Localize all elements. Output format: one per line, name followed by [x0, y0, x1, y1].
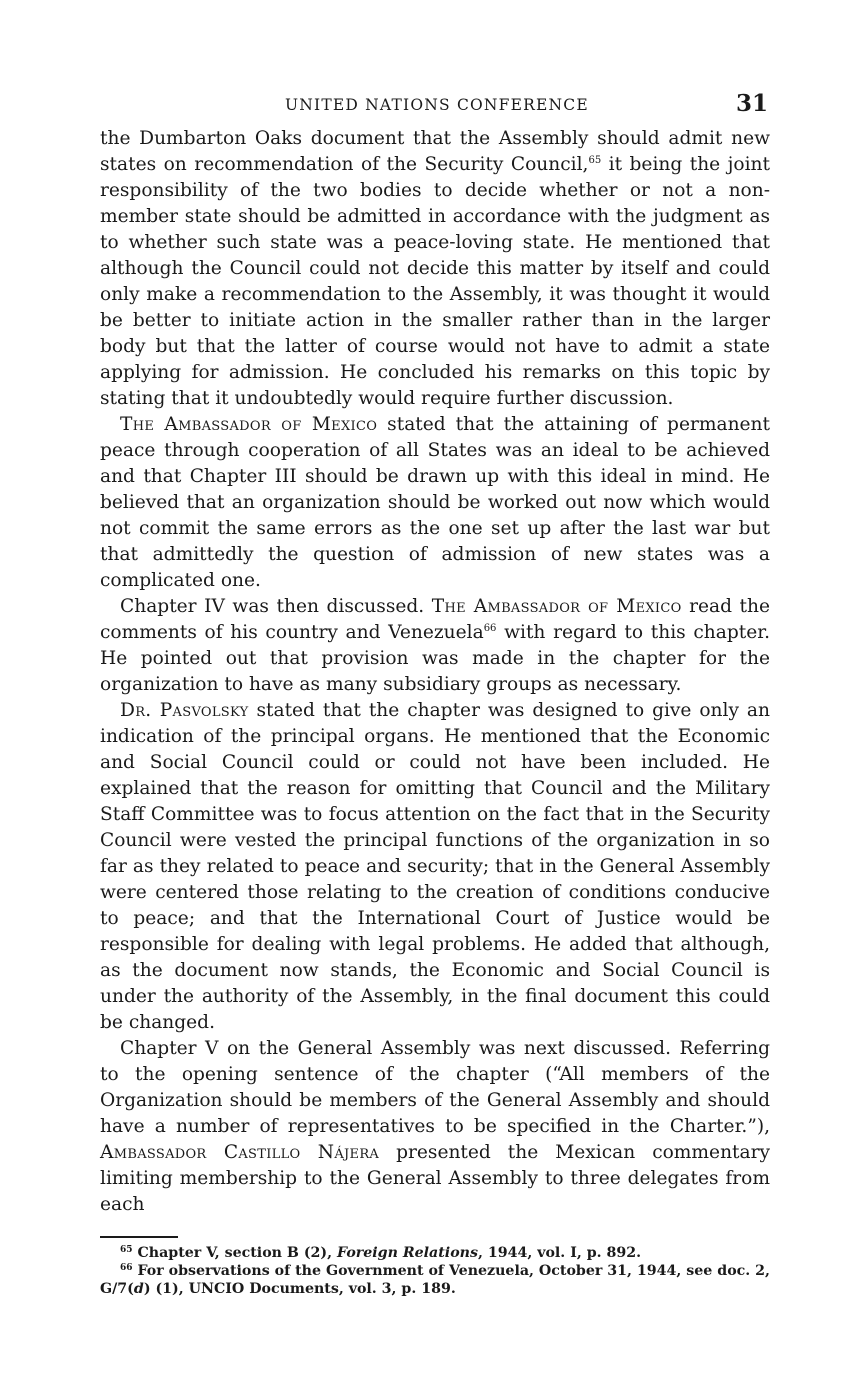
- footnote-65-italic: Foreign Relations: [337, 1245, 478, 1261]
- footnote-marker-66: 66: [120, 1263, 133, 1273]
- paragraph-3-text-after: with regard to this chapter. He pointed out that provision was made in the chapter for the organization to have as many subsidiary groups as necessary.: [100, 622, 770, 695]
- document-page: [100, 88, 770, 1298]
- paragraph-1-text-after: it being the joint responsibility of the two bodies to decide whether or not a non-member state should be admitted in accordance with the judgment as to whether such state was a peace-loving state. He mentioned that although the Council could not decide this matter by itself and could only make a recommendation to the Assembly, it was thought it would be better to initiate action in the smaller rather than in the larger body but that the latter of course would not have to admit a state applying for admission. He concluded his remarks on this topic by stating that it undoubtedly would require further discussion.: [100, 154, 770, 409]
- paragraph-5: [100, 1036, 770, 1218]
- paragraph-3-text-before: Chapter IV was then discussed.: [120, 596, 432, 617]
- paragraph-4: [100, 698, 770, 1036]
- paragraph-3: [100, 594, 770, 698]
- paragraph-5-text-before: Chapter V on the General Assembly was next discussed. Referring to the opening sentence of the chapter (“All members of the Organization should be members of the General Assembly and should have a number of representatives to be specified in the Charter.”),: [100, 1038, 770, 1137]
- paragraph-5-text-after: presented the Mexican commentary limiting membership to the General Assembly to three delegates from each: [100, 1142, 770, 1215]
- speaker-pasvolsky: Dr. Pasvolsky: [120, 700, 249, 721]
- paragraph-2: [100, 412, 770, 594]
- footnote-65-text: Chapter V, section B (2),: [137, 1245, 338, 1261]
- paragraph-1-text: the Dumbarton Oaks document that the Assembly should admit new states on recommendation of the Security Council,: [100, 128, 770, 175]
- paragraph-3-text-mid: read the comments of his country and Venezuela: [100, 596, 770, 643]
- footnote-65-text-after: , 1944, vol. I, p. 892.: [477, 1245, 642, 1261]
- speaker-ambassador-mexico: The Ambassador of Mexico: [120, 414, 378, 435]
- running-title: UNITED NATIONS CONFERENCE: [285, 96, 589, 114]
- running-header: [100, 88, 770, 126]
- footnote-65: [100, 1244, 770, 1262]
- footnote-66-italic: d: [133, 1281, 144, 1297]
- speaker-ambassador-mexico-2: The Ambassador of Mexico: [431, 596, 682, 617]
- footnote-66-text-after: ) (1), UNCIO Documents, vol. 3, p. 189.: [143, 1281, 456, 1297]
- paragraph-2-text: stated that the attaining of permanent peace through cooperation of all States was an ideal to be achieved and that Chapter III should be drawn up with this ideal in mind. He believed that an organization should be worked out now which would not commit the same errors as the one set up after the last war but that admittedly the question of admission of new states was a complicated one.: [100, 414, 770, 591]
- page-number: 31: [735, 90, 768, 117]
- paragraph-1: [100, 126, 770, 412]
- footnote-ref-66[interactable]: 66: [483, 623, 497, 634]
- body-text: [100, 126, 770, 1218]
- footnote-marker-65: 65: [120, 1245, 133, 1255]
- paragraph-4-text: stated that the chapter was designed to give only an indication of the principal organs. He mentioned that the Economic and Social Council could or could not have been included. He explained that the reason for omitting that Council and the Military Staff Committee was to focus attention on the fact that in the Security Council were vested the principal functions of the organization in so far as they related to peace and security; that in the General Assembly were centered those relating to the creation of conditions conducive to peace; and that the International Court of Justice would be responsible for dealing with legal problems. He added that although, as the document now stands, the Economic and Social Council is under the authority of the Assembly, in the final document this could be changed.: [100, 700, 770, 1033]
- footnote-ref-65[interactable]: 65: [588, 155, 602, 166]
- speaker-castillo-najera: Ambassador Castillo Nájera: [100, 1142, 380, 1163]
- footnote-66-text: For observations of the Government of Venezuela, October 31, 1944, see doc. 2, G/7(: [100, 1263, 770, 1297]
- footnote-divider: [100, 1236, 178, 1238]
- footnotes: [100, 1244, 770, 1298]
- footnote-66: [100, 1262, 770, 1298]
